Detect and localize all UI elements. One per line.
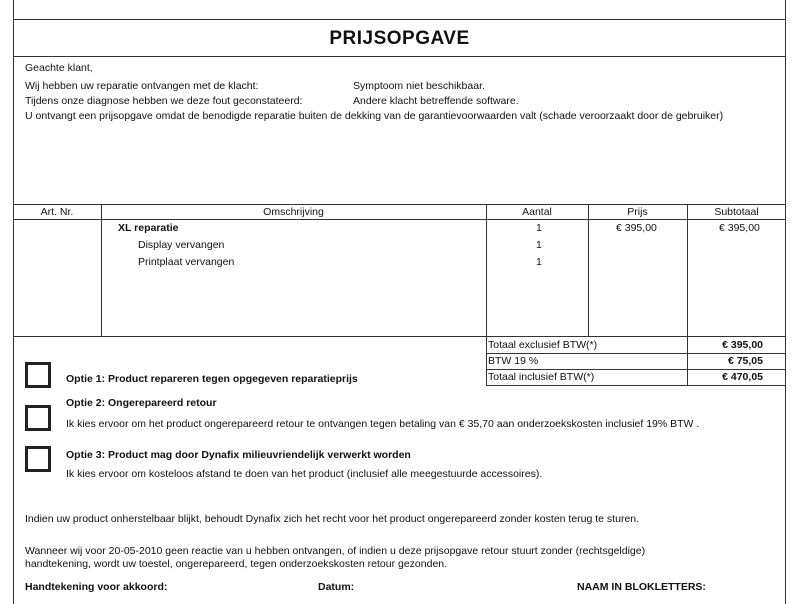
row-3-quantity: 1 [536,256,542,268]
deadline-note-line-1: Wanneer wij voor 20-05-2010 geen reactie van u hebben ontvangen, of indien u deze prijsopgave retour stuurt zonder (rechtsgeldige) [25,545,646,557]
table-header-border [13,219,786,220]
row-1-subtotal: € 395,00 [719,222,760,234]
header-subtotal: Subtotaal [714,206,759,218]
diagnosis-value: Andere klacht betreffende software. [353,95,519,107]
name-label: NAAM IN BLOKLETTERS: [577,581,706,593]
option-2-title: Optie 2: Ongerepareerd retour [66,397,217,409]
header-quantity: Aantal [522,206,552,218]
vat-value: € 75,05 [727,355,763,367]
option-2-checkbox[interactable] [25,405,51,431]
diagnosis-label: Tijdens onze diagnose hebben we deze fout geconstateerd: [25,95,303,107]
option-1-title: Optie 1: Product repareren tegen opgegeven reparatieprijs [66,373,358,385]
complaint-value: Symptoom niet beschikbaar. [353,80,485,92]
col-divider-art [101,204,102,336]
total-excl-value: € 395,00 [722,339,763,351]
row-1-price: € 395,00 [616,222,657,234]
table-bottom-border [13,336,487,337]
divider-top [13,19,786,20]
col-divider-desc [486,204,487,336]
greeting: Geachte klant, [25,62,93,74]
page-title: PRIJSOPGAVE [329,28,470,49]
date-label: Datum: [318,581,355,593]
option-1-checkbox[interactable] [25,362,51,388]
col-divider-qty [588,204,589,336]
totals-row-2-border [486,369,786,370]
vat-label: BTW 19 % [488,355,539,367]
option-3-checkbox[interactable] [25,446,51,472]
header-price: Prijs [627,206,648,218]
row-1-description: XL reparatie [118,222,179,234]
option-3-text: Ik kies ervoor om kosteloos afstand te doen van het product (inclusief alle meegestuurde accessoires). [66,468,543,480]
option-3-title: Optie 3: Product mag door Dynafix milieuvriendelijk verwerkt worden [66,449,411,461]
row-2-quantity: 1 [536,239,542,251]
total-excl-label: Totaal exclusief BTW(*) [488,339,598,351]
row-3-description: Printplaat vervangen [138,256,235,268]
signature-label: Handtekening voor akkoord: [25,581,168,593]
total-incl-label: Totaal inclusief BTW(*) [488,371,595,383]
unrepairable-note: Indien uw product onherstelbaar blijkt, behoudt Dynafix zich het recht voor het product ongerepareerd zonder kosten terug te sturen. [25,513,640,525]
total-incl-value: € 470,05 [722,371,763,383]
col-divider-price [687,204,688,336]
totals-row-1-border [486,353,786,354]
row-1-quantity: 1 [536,222,542,234]
divider-title [13,56,786,57]
option-2-text: Ik kies ervoor om het product ongerepareerd retour te ontvangen tegen betaling van € 35,70 aan onderzoekskosten inclusief 19% BTW . [66,418,700,430]
header-art-nr: Art. Nr. [40,206,74,218]
table-top-border [13,204,786,205]
deadline-note-line-2: handtekening, wordt uw toestel, ongerepareerd, tegen onderzoekskosten retour gezonden. [25,558,448,570]
warranty-notice: U ontvangt een prijsopgave omdat de benodigde reparatie buiten de dekking van de garantievoorwaarden valt (schade veroorzaakt door de gebruiker) [25,110,724,122]
row-2-description: Display vervangen [138,239,225,251]
header-description: Omschrijving [263,206,324,218]
totals-divider [687,336,688,386]
complaint-label: Wij hebben uw reparatie ontvangen met de klacht: [25,80,259,92]
